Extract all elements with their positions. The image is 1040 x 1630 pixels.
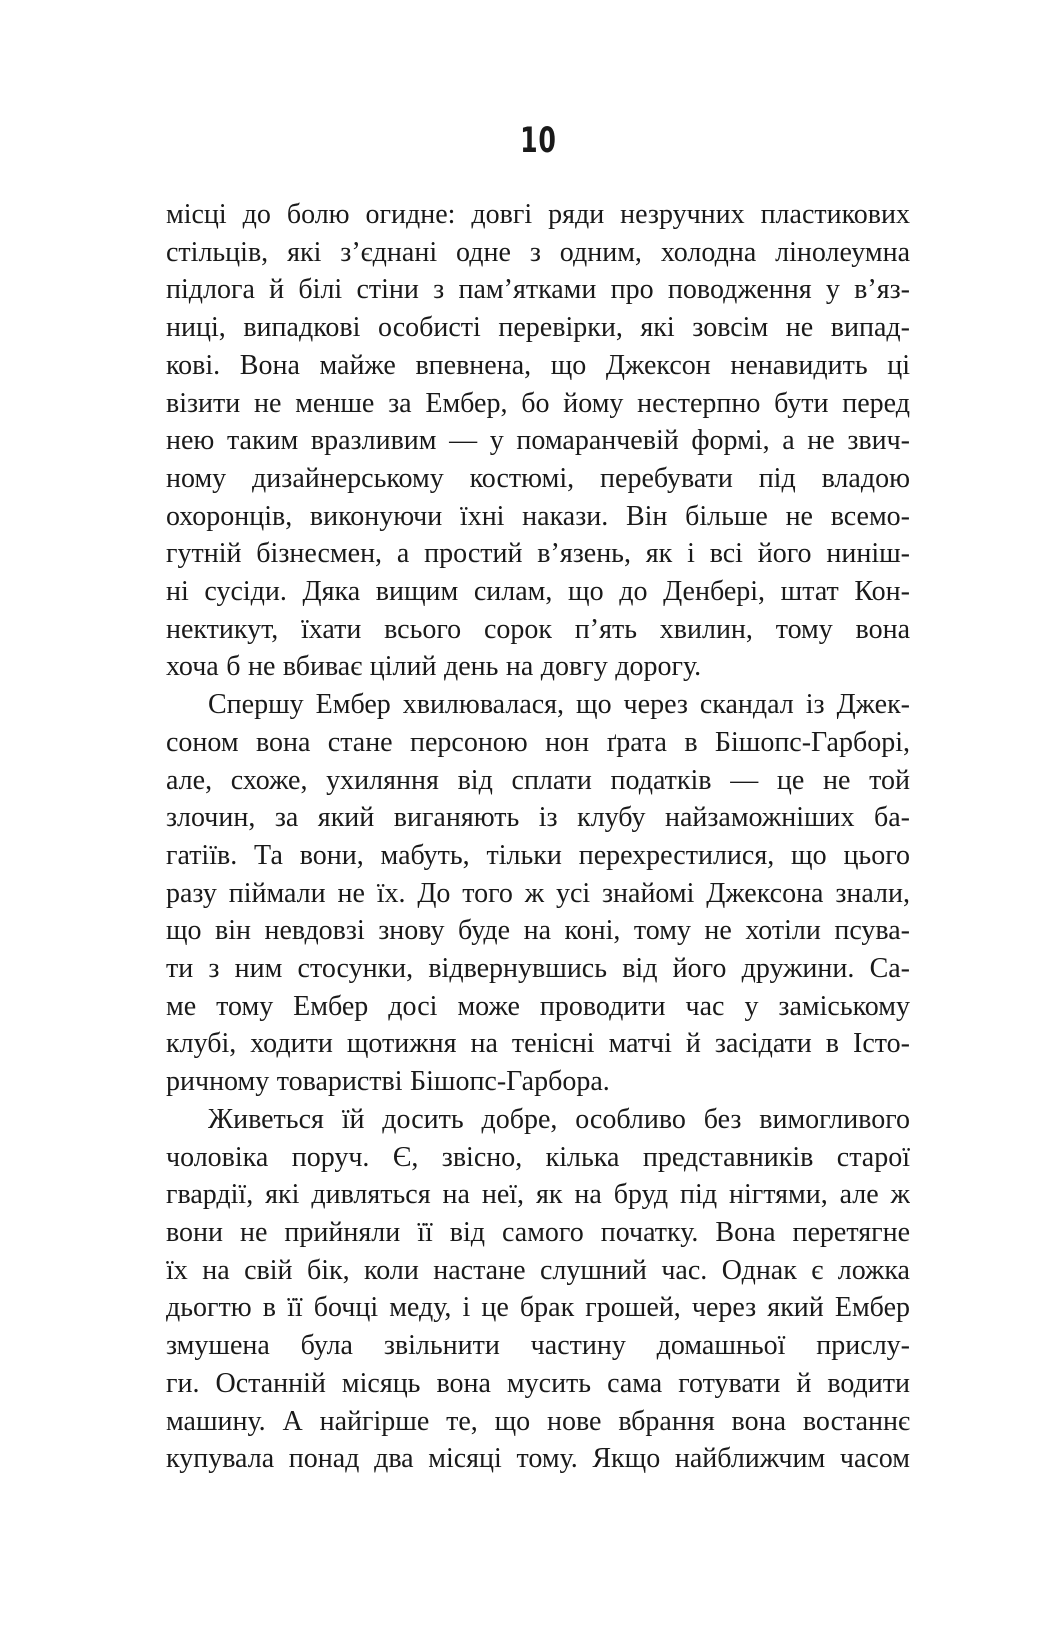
text-line: клубі, ходити щотижня на тенісні матчі й засідати в Істо- — [166, 1028, 910, 1060]
page-number-value: 10 — [519, 121, 557, 161]
text-line: хоча б не вбиває цілий день на довгу дорогу. — [166, 651, 702, 683]
text-line: змушена була звільнити частину домашньої прислу- — [166, 1330, 910, 1362]
text-line: купувала понад два місяці тому. Якщо найближчим часом — [166, 1443, 910, 1475]
text-line: їх на свій бік, коли настане слушний час. Однак є ложка — [166, 1254, 910, 1286]
text-line: ні сусіди. Дяка вищим силам, що до Денбері, штат Кон- — [166, 576, 910, 608]
text-line: ти з ним стосунки, відвернувшись від його дружини. Са- — [166, 953, 910, 985]
text-line: але, схоже, ухиляння від сплати податків — це не той — [166, 764, 910, 796]
text-line: ричному товаристві Бішопс-Гарбора. — [166, 1066, 610, 1098]
text-line: стільців, які з’єднані одне з одним, холодна лінолеумна — [166, 236, 910, 268]
text-line: візити не менше за Ембер, бо йому нестерпно бути перед — [166, 387, 910, 419]
text-line: ме тому Ембер досі може проводити час у заміському — [166, 990, 910, 1022]
text-line: Спершу Ембер хвилювалася, що через скандал із Джек- — [208, 689, 910, 721]
text-line: злочин, за який виганяють із клубу найзаможніших ба- — [166, 802, 910, 834]
text-line: Живеться їй досить добре, особливо без вимогливого — [208, 1103, 910, 1135]
text-line: що він невдовзі знову буде на коні, тому не хотіли псува- — [166, 915, 910, 947]
text-block — [166, 196, 910, 1478]
text-line: ги. Останній місяць вона мусить сама готувати й водити — [166, 1367, 910, 1399]
text-line: гатіїв. Та вони, мабуть, тільки перехрестилися, що цього — [166, 839, 910, 871]
text-line: гутній бізнесмен, а простий в’язень, як і всі його нинiш- — [166, 538, 910, 570]
text-line: дьогтю в її бочці меду, і це брак грошей, через який Ембер — [166, 1292, 910, 1324]
text-line: нектикут, їхати всього сорок п’ять хвилин, тому вона — [166, 613, 910, 645]
text-line: чоловіка поруч. Є, звісно, кілька представників старої — [166, 1141, 910, 1173]
text-line: разу піймали не їх. До того ж усі знайомі Джексона знали, — [166, 877, 910, 909]
text-line: ниці, випадкові особисті перевірки, які зовсім не випад- — [166, 312, 910, 344]
text-line: кові. Вона майже впевнена, що Джексон ненавидить ці — [166, 349, 910, 381]
text-line: гвардії, які дивляться на неї, як на бруд під нігтями, але ж — [166, 1179, 910, 1211]
text-line: охоронців, виконуючи їхні накази. Він більше не всемо- — [166, 500, 910, 532]
page-number — [166, 122, 910, 160]
text-line: ному дизайнерському костюмі, перебувати під владою — [166, 462, 910, 494]
text-line: соном вона стане персоною нон ґрата в Бішопс-Гарборі, — [166, 726, 910, 758]
text-line: нею таким вразливим — у помаранчевій формі, а не звич- — [166, 425, 910, 457]
text-line: вони не прийняли її від самого початку. Вона перетягне — [166, 1216, 910, 1248]
text-line: місці до болю огидне: довгі ряди незручних пластикових — [166, 199, 910, 230]
text-line: машину. А найгірше те, що нове вбрання вона востаннє — [166, 1405, 910, 1437]
text-line: підлога й білі стіни з пам’ятками про поводження у в’яз- — [166, 274, 910, 306]
